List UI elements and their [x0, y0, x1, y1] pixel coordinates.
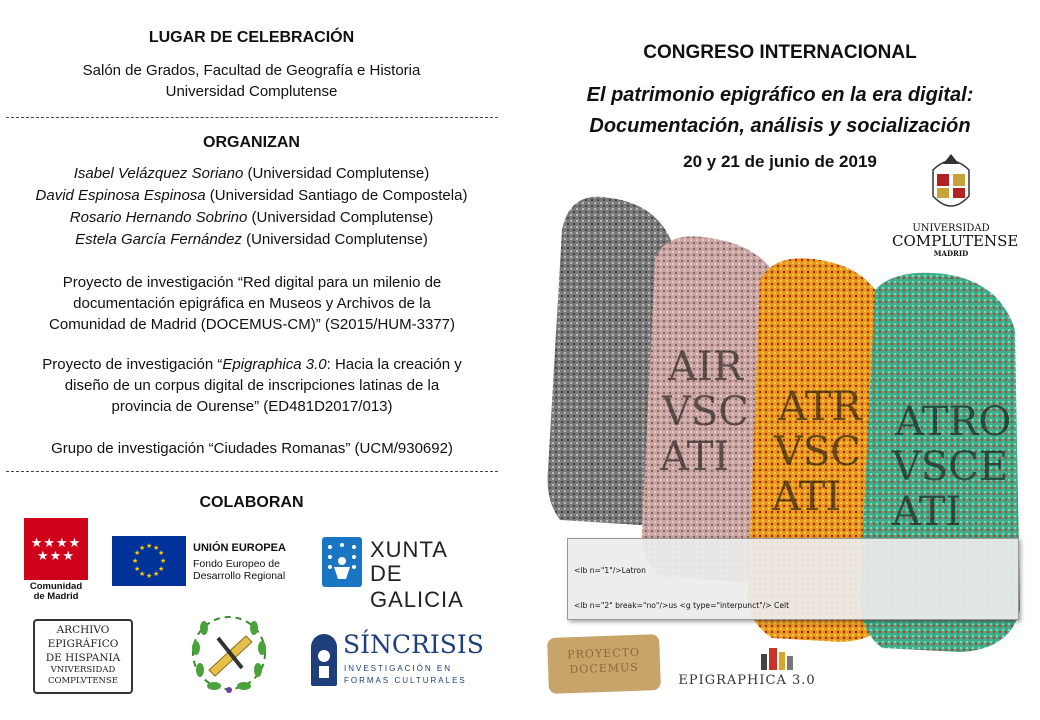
project-2: Proyecto de investigación “Epigraphica 3.0: Hacia la creación y diseño de un corpus digital de inscripciones latinas de la provincia de Ourense” (ED481D2017/013): [42, 356, 462, 415]
proyecto-docemus-logo: PROYECTO DOCEMUS: [547, 634, 661, 694]
congress-label: CONGRESO INTERNACIONAL: [643, 42, 917, 63]
laurel-emblem-icon: [184, 608, 274, 698]
svg-text:VSC: VSC: [662, 389, 749, 435]
svg-text:★: ★: [153, 570, 160, 578]
svg-text:AIR: AIR: [668, 344, 743, 390]
organizers-heading: ORGANIZAN: [203, 134, 300, 151]
sincrisis-logo: SÍNCRISIS INVESTIGACIÓN EN FORMAS CULTURALES: [311, 630, 471, 692]
svg-text:ATR: ATR: [778, 384, 862, 430]
svg-text:★: ★: [158, 549, 165, 557]
comunidad-madrid-logo: ★★★★ ★★★ Comunidad de Madrid: [24, 518, 88, 610]
archivo-epigrafico-logo: ARCHIVO EPIGRÁFICO DE HISPANIA VNIVERSIDAD COMPLVTENSE: [33, 619, 133, 694]
venue-line1: Salón de Grados, Facultad de Geografía e Historia: [82, 62, 421, 79]
svg-text:★: ★: [134, 565, 141, 573]
svg-text:★: ★: [158, 565, 165, 573]
organizer-1: Isabel Velázquez Soriano (Universidad Complutense): [73, 165, 430, 182]
eu-flag-icon: [112, 536, 186, 586]
svg-text:★: ★: [139, 544, 146, 552]
galicia-shield-icon: [322, 537, 362, 587]
research-group: Grupo de investigación “Ciudades Romanas” (UCM/930692): [51, 440, 453, 457]
svg-text:★: ★: [139, 570, 146, 578]
project-1: Proyecto de investigación “Red digital para un milenio de documentación epigráfica en Museos y Archivos de la Comunidad de Madrid (DOCEMUS-CM)” (S2015/HUM-3377): [49, 274, 455, 333]
epigraphica-logo: EPIGRAPHICA 3.0: [673, 644, 821, 696]
tower-icon: [759, 644, 795, 670]
organizer-2: David Espinosa Espinosa (Universidad Santiago de Compostela): [35, 187, 468, 204]
svg-text:ATI: ATI: [660, 434, 730, 480]
collaborators-heading: COLABORAN: [199, 494, 304, 511]
xunta-galicia-logo: XUNTA DE GALICIA: [322, 535, 492, 589]
svg-text:VSCE: VSCE: [892, 444, 1009, 490]
congress-title: El patrimonio epigráfico en la era digital: Documentación, análisis y socialización: [586, 84, 974, 137]
left-column: [0, 0, 503, 720]
svg-text:ATI: ATI: [772, 474, 842, 520]
svg-text:ATRO: ATRO: [895, 399, 1012, 445]
svg-text:ATI: ATI: [892, 489, 962, 535]
divider: [6, 117, 498, 118]
sincrisis-emblem-icon: [311, 634, 337, 686]
svg-text:★: ★: [160, 557, 167, 565]
svg-text:★: ★: [134, 549, 141, 557]
eu-feder-logo: ★ ★ ★ ★ ★ ★ ★ ★ ★ ★ ★ ★ UNIÓN EUROPEA Fondo Europeo de Desarrollo Regional: [112, 536, 307, 588]
organizer-4: Estela García Fernández (Universidad Complutense): [75, 231, 428, 248]
ucm-logo: UNIVERSIDAD COMPLUTENSE MADRID: [892, 150, 1010, 265]
svg-text:★: ★: [132, 557, 139, 565]
epidoc-code-box: <lb n="1"/>Latron <lb n="2" break="no"/>us <g type="interpunct"/> Celt: [567, 538, 1019, 620]
congress-date: 20 y 21 de junio de 2019: [683, 152, 877, 171]
svg-text:★: ★: [146, 542, 153, 550]
venue-heading: LUGAR DE CELEBRACIÓN: [148, 29, 355, 46]
divider: [6, 471, 498, 472]
organizer-3: Rosario Hernando Sobrino (Universidad Complutense): [69, 209, 434, 226]
venue-line2: Universidad Complutense: [165, 83, 338, 100]
svg-text:VSC: VSC: [774, 429, 861, 475]
svg-text:★: ★: [146, 572, 153, 580]
svg-text:★: ★: [153, 544, 160, 552]
stars-icon: ★★★★ ★★★: [24, 518, 88, 580]
